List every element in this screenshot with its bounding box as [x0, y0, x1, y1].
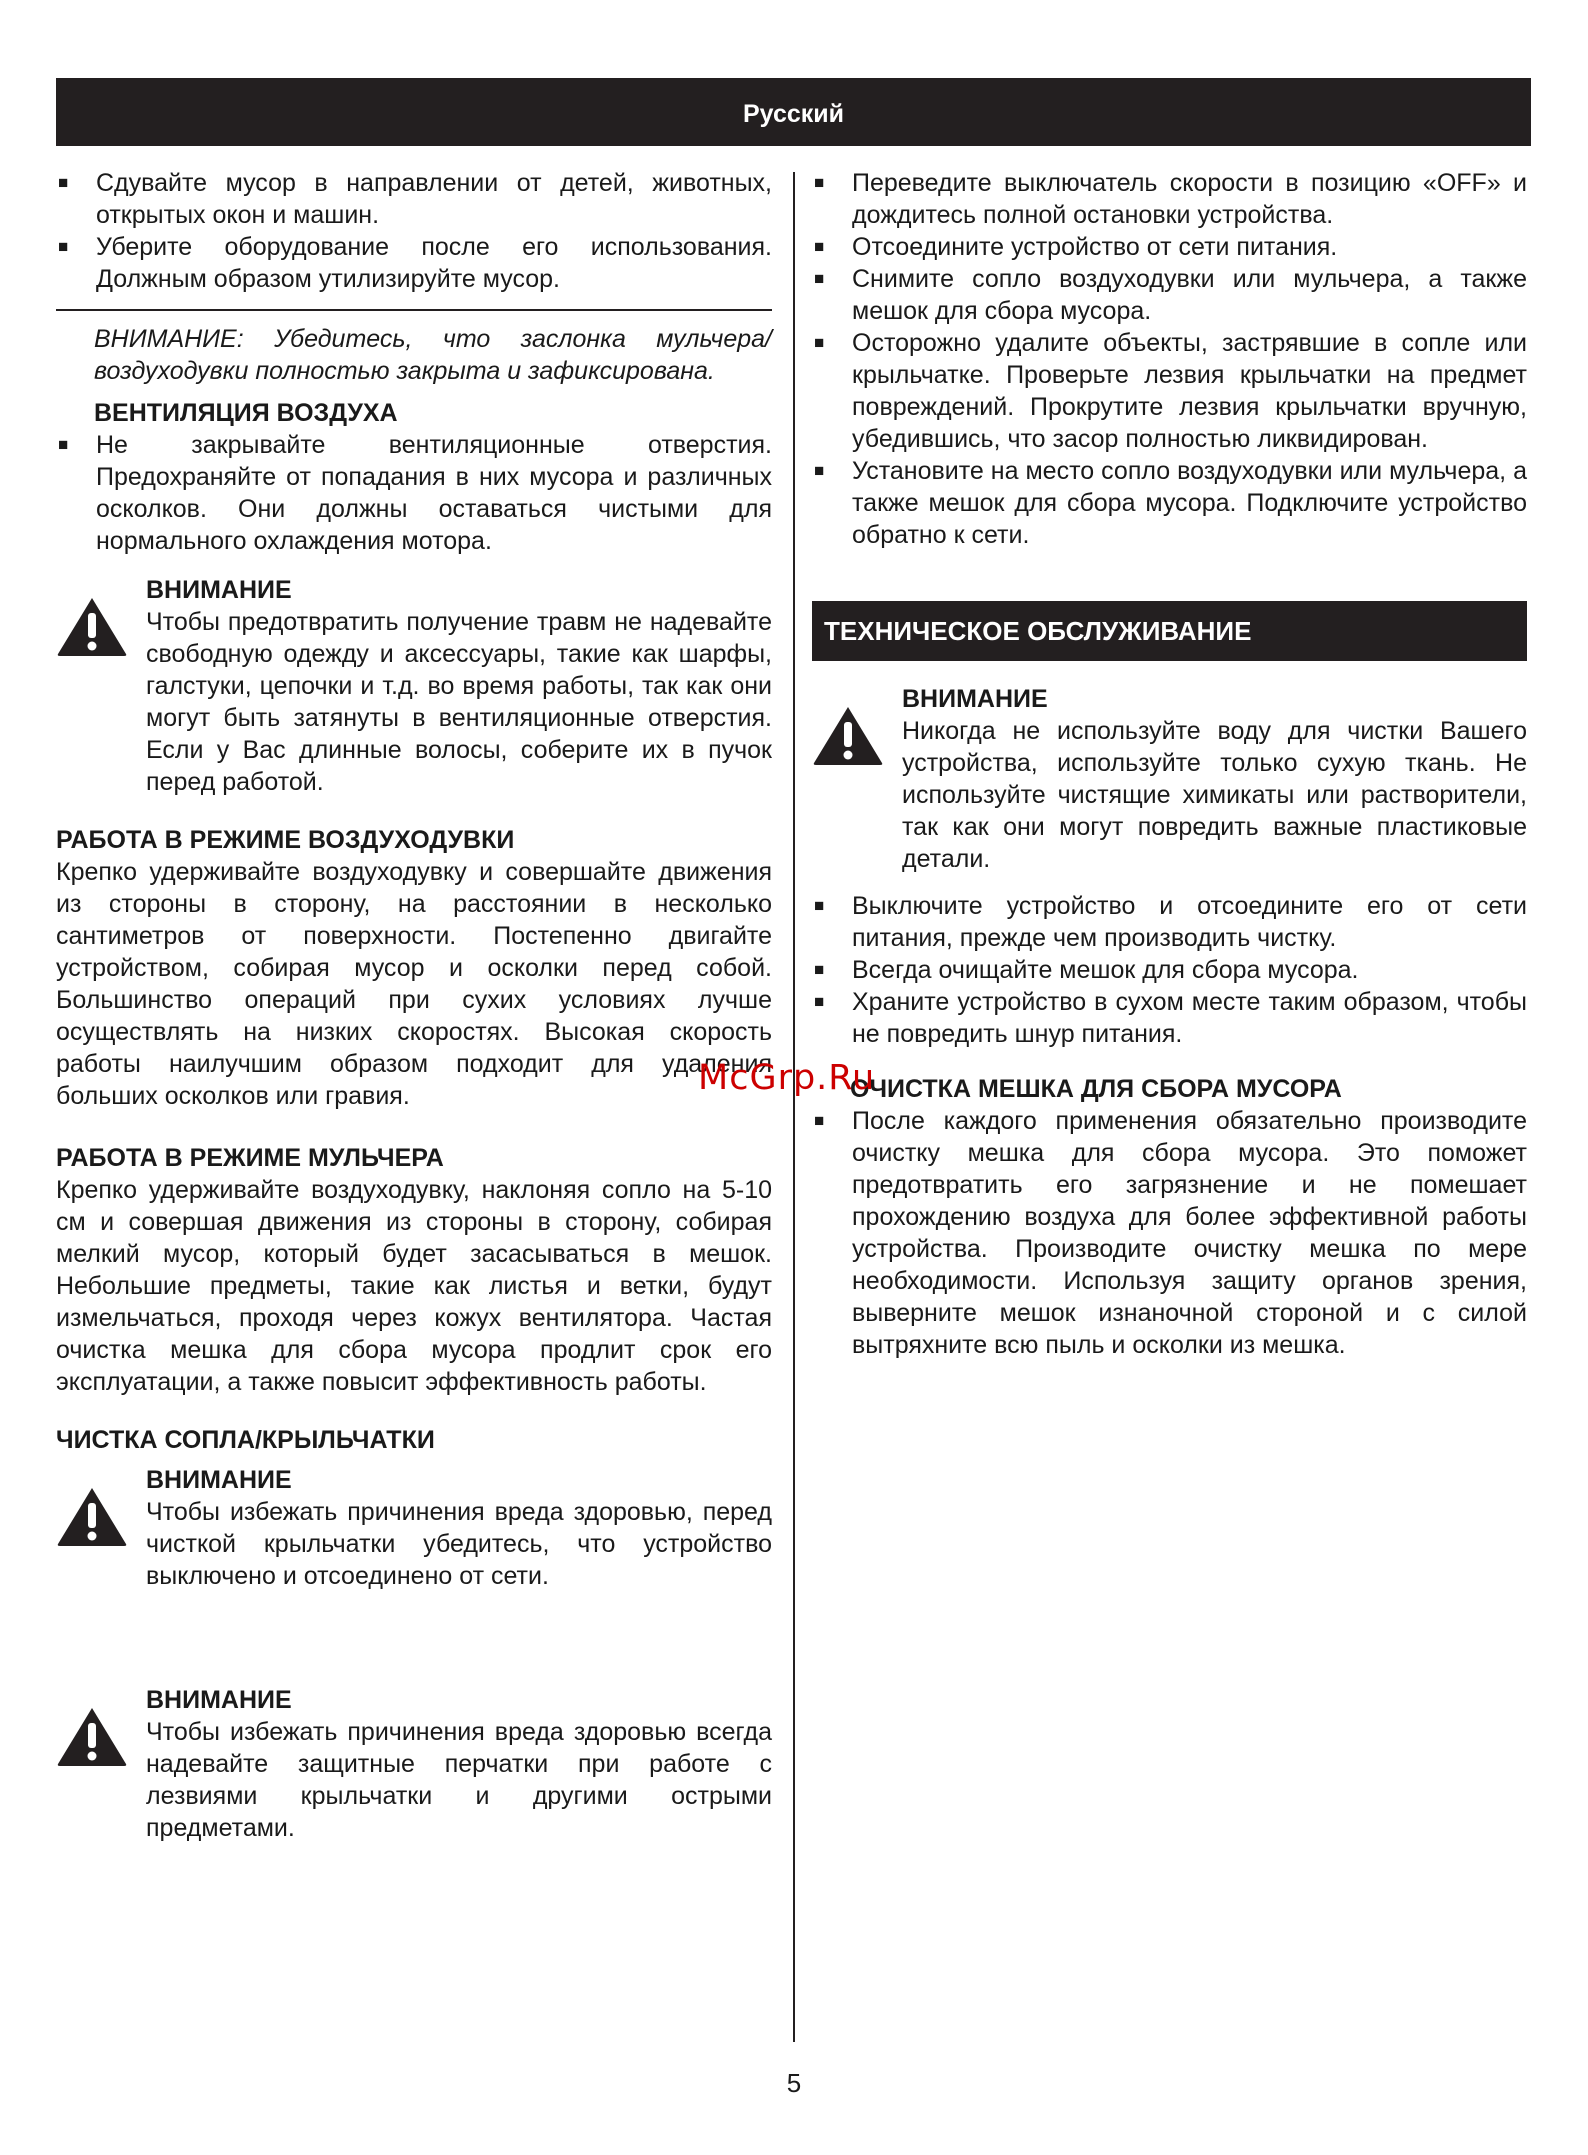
list-item: ■ Храните устройство в сухом месте таким образом, чтобы не повредить шнур питания. — [814, 988, 1527, 1048]
blower-text: Крепко удерживайте воздуходувку и совершайте движения из стороны в сторону, на расстоянии в несколько сантиметров от поверхности. Постепенно двигайте устройством, собирая мусор и осколки перед собой. Большинство операций при сухих условиях лучше осуществлять на низких скоростях. Высокая скорость работы наилучшим образом подходит для удаления больших осколков или гравия. — [56, 858, 772, 1110]
section-title-mulcher: РАБОТА В РЕЖИМЕ МУЛЬЧЕРА — [56, 1144, 444, 1172]
warning-block — [56, 1684, 772, 1844]
warning-text: Никогда не используйте воду для чистки Вашего устройства, используйте только сухую ткань. Не используйте чистящие химикаты или растворители, так как они могут повредить важные пластиковые детали. — [902, 717, 1527, 873]
list-item: ■ Не закрывайте вентиляционные отверстия. Предохраняйте от попадания в них мусора и различных осколков. Они должны оставаться чистыми для нормального охлаждения мотора. — [58, 431, 772, 555]
mulcher-text: Крепко удерживайте воздуходувку, наклоняя сопло на 5-10 см и совершая движения из стороны в сторону, собирая мелкий мусор, который будет засасываться в мешок. Небольшие предметы, такие как листья и ветки, будут измельчаться, проходя через кожух вентилятора. Частая очистка мешка для сбора мусора продлит срок его эксплуатации, а также повысит эффективность работы. — [56, 1176, 772, 1396]
warning-icon — [812, 683, 902, 875]
warning-title: ВНИМАНИЕ — [902, 685, 1048, 713]
warning-block — [812, 683, 1527, 875]
warning-text: Чтобы избежать причинения вреда здоровью всегда надевайте защитные перчатки при работе с лезвиями крыльчатки и другими острыми предметами. — [146, 1718, 772, 1842]
bullet-icon: ■ — [814, 237, 825, 256]
bullet-icon: ■ — [814, 1111, 825, 1130]
language-header — [56, 78, 1531, 146]
warning-block — [56, 1464, 772, 1592]
language-label: Русский — [742, 99, 844, 128]
warning-block — [56, 574, 772, 798]
warning-text: Чтобы избежать причинения вреда здоровью, перед чисткой крыльчатки убедитесь, что устройство выключено и отсоединено от сети. — [146, 1498, 772, 1590]
warning-icon — [56, 1684, 146, 1844]
bullet-icon: ■ — [58, 237, 69, 256]
list-item: ■ Всегда очищайте мешок для сбора мусора. — [814, 956, 1359, 984]
section-title-ventilation: ВЕНТИЛЯЦИЯ ВОЗДУХА — [94, 399, 398, 427]
list-item: ■ Сдувайте мусор в направлении от детей, животных, открытых окон и машин. — [58, 169, 772, 229]
warning-text: Чтобы предотвратить получение травм не надевайте свободную одежду и аксессуары, такие как шарфы, галстуки, цепочки и т.д. во время работы, так как они могут быть затянуты в вентиляционные отверстия. Если у Вас длинные волосы, соберите их в пучок перед работой. — [146, 608, 772, 796]
list-item: ■ Осторожно удалите объекты, застрявшие в сопле или крыльчатке. Проверьте лезвия крыльчатки на предмет повреждений. Прокрутите лезвия крыльчатки вручную, убедившись, что засор полностью ликвидирован. — [814, 329, 1527, 453]
list-item: ■ Установите на место сопло воздуходувки или мульчера, а также мешок для сбора мусора. Подключите устройство обратно к сети. — [814, 457, 1527, 549]
bullet-icon: ■ — [814, 960, 825, 979]
bullet-icon: ■ — [58, 173, 69, 192]
list-item: ■ После каждого применения обязательно производите очистку мешка для сбора мусора. Это поможет предотвратить его загрязнение и не помешает прохождению воздуха для более эффективной работы устройства. Производите очистку мешка по мере необходимости. Используя защиту органов зрения, выверните мешок изнаночной стороной и с силой вытряхните всю пыль и осколки из мешка. — [814, 1107, 1527, 1359]
bullet-icon: ■ — [814, 173, 825, 192]
bullet-icon: ■ — [814, 269, 825, 288]
column-divider — [793, 172, 795, 2042]
page-number: 5 — [786, 2068, 802, 2098]
warning-title: ВНИМАНИЕ — [146, 576, 292, 604]
left-column — [56, 167, 772, 1844]
warning-title: ВНИМАНИЕ — [146, 1686, 292, 1714]
warning-icon — [56, 1464, 146, 1592]
list-item: ■ Переведите выключатель скорости в позицию «OFF» и дождитесь полной остановки устройства. — [814, 169, 1527, 229]
section-title-bag: ОЧИСТКА МЕШКА ДЛЯ СБОРА МУСОРА — [850, 1075, 1342, 1103]
divider — [56, 309, 772, 311]
bullet-icon: ■ — [814, 333, 825, 352]
section-header-maintenance — [812, 601, 1527, 661]
section-title-nozzle: ЧИСТКА СОПЛА/КРЫЛЬЧАТКИ — [56, 1426, 435, 1454]
right-column — [812, 167, 1527, 1361]
list-item: ■ Уберите оборудование после его использования. Должным образом утилизируйте мусор. — [58, 233, 772, 293]
list-item: ■ Выключите устройство и отсоедините его от сети питания, прежде чем производить чистку. — [814, 892, 1527, 952]
list-item: ■ Отсоедините устройство от сети питания. — [814, 233, 1338, 261]
section-title-blower: РАБОТА В РЕЖИМЕ ВОЗДУХОДУВКИ — [56, 826, 515, 854]
section-title-maintenance: ТЕХНИЧЕСКОЕ ОБСЛУЖИВАНИЕ — [824, 616, 1252, 646]
list-item: ■ Снимите сопло воздуходувки или мульчера, а также мешок для сбора мусора. — [814, 265, 1527, 325]
bullet-icon: ■ — [814, 992, 825, 1011]
bullet-icon: ■ — [58, 435, 69, 454]
warning-title: ВНИМАНИЕ — [146, 1466, 292, 1494]
watermark: McGrp.Ru — [698, 1058, 876, 1098]
caution-note: ВНИМАНИЕ: Убедитесь, что заслонка мульчера/ воздуходувки полностью закрыта и зафиксирована. — [94, 325, 772, 385]
warning-icon — [56, 574, 146, 798]
bullet-icon: ■ — [814, 461, 825, 480]
bullet-icon: ■ — [814, 896, 825, 915]
